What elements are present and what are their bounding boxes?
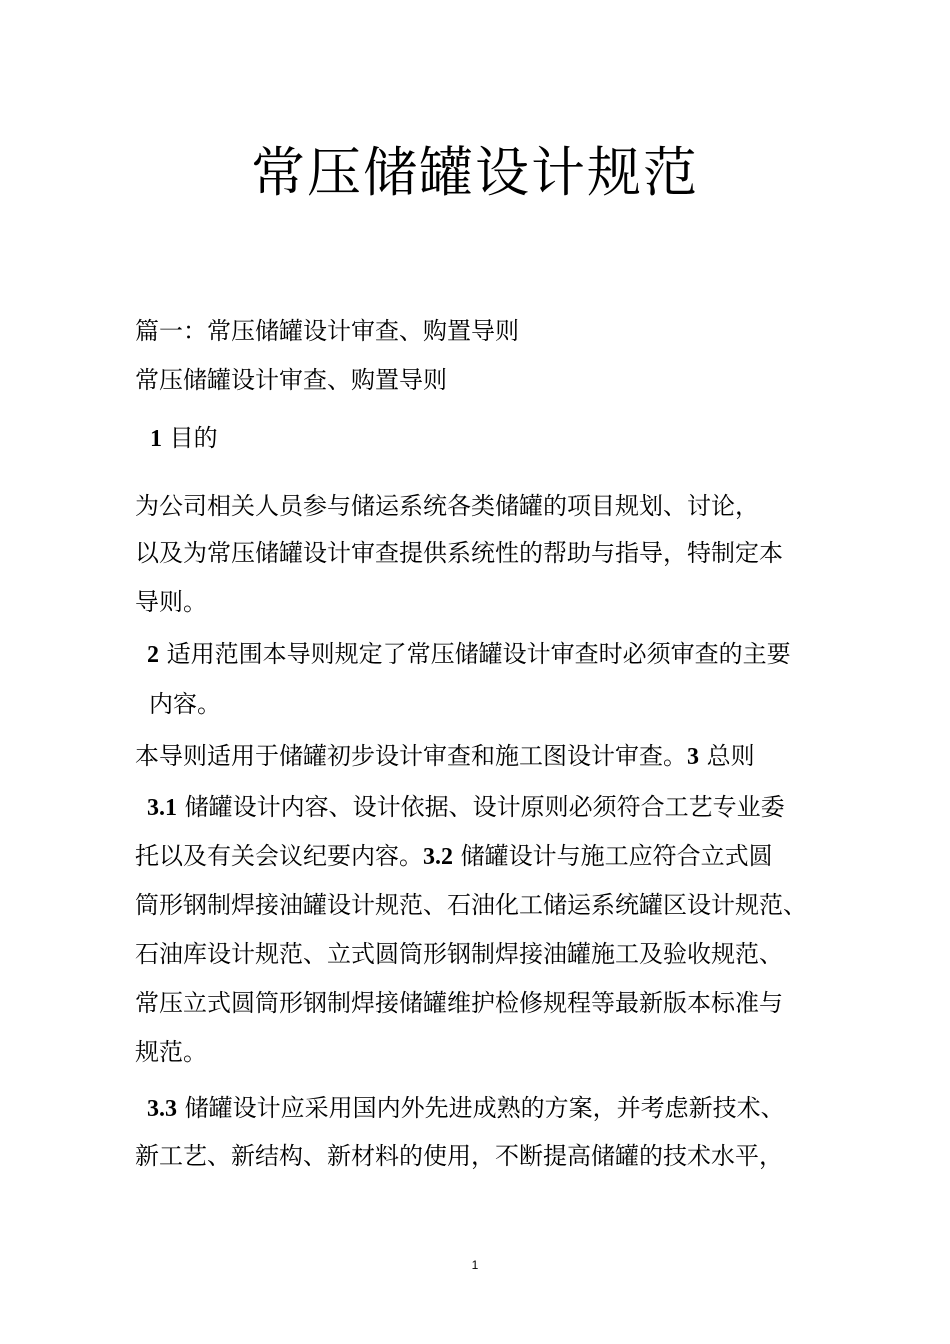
line-text: 托以及有关会议纪要内容。 [135, 842, 423, 870]
section-heading [135, 315, 519, 347]
paragraph-line [135, 840, 773, 873]
paragraph-line [135, 586, 207, 618]
paragraph-line [135, 889, 807, 921]
line-text: 储罐设计与施工应符合立式圆 [453, 842, 773, 870]
paragraph-line [135, 490, 759, 522]
line-text: 常压储罐设计审查、购置导则 [135, 366, 447, 394]
section-number: 3.1 [147, 795, 177, 821]
section-number: 1 [150, 426, 162, 452]
paragraph-line [135, 740, 755, 773]
section-number: 3.2 [423, 844, 453, 870]
paragraph-line [135, 1140, 783, 1172]
section-1-heading [150, 422, 218, 455]
paragraph-line [149, 688, 221, 720]
section-3-3-line [147, 1092, 785, 1125]
line-text: 篇一：常压储罐设计审查、购置导则 [135, 317, 519, 345]
section-number: 3 [687, 744, 699, 770]
line-text: 目的 [162, 424, 218, 452]
line-text: 为公司相关人员参与储运系统各类储罐的项目规划、讨论， [135, 492, 759, 520]
paragraph-line [135, 987, 783, 1019]
line-text: 石油库设计规范、立式圆筒形钢制焊接油罐施工及验收规范、 [135, 940, 783, 968]
line-text: 总则 [699, 742, 755, 770]
line-text: 常压立式圆筒形钢制焊接储罐维护检修规程等最新版本标准与 [135, 989, 783, 1017]
line-text: 本导则适用于储罐初步设计审查和施工图设计审查。 [135, 742, 687, 770]
paragraph-line [135, 1036, 207, 1068]
section-3-1-line [147, 791, 785, 824]
line-text: 储罐设计内容、设计依据、设计原则必须符合工艺专业委 [177, 793, 785, 821]
line-text: 内容。 [149, 690, 221, 718]
line-text: 新工艺、新结构、新材料的使用，不断提高储罐的技术水平， [135, 1142, 783, 1170]
section-number: 3.3 [147, 1096, 177, 1122]
line-text: 筒形钢制焊接油罐设计规范、石油化工储运系统罐区设计规范、 [135, 891, 807, 919]
line-text: 储罐设计应采用国内外先进成熟的方案，并考虑新技术、 [177, 1094, 785, 1122]
section-number: 2 [147, 642, 159, 668]
line-text: 规范。 [135, 1038, 207, 1066]
line-text: 以及为常压储罐设计审查提供系统性的帮助与指导，特制定本 [135, 539, 783, 567]
subtitle-line [135, 364, 447, 396]
line-text: 导则。 [135, 588, 207, 616]
paragraph-line [135, 938, 783, 970]
page-number: 1 [471, 1258, 479, 1272]
line-text: 适用范围本导则规定了常压储罐设计审查时必须审查的主要 [159, 640, 791, 668]
paragraph-line [135, 537, 783, 569]
section-2-line [147, 638, 791, 671]
document-title: 常压储罐设计规范 [251, 141, 699, 204]
